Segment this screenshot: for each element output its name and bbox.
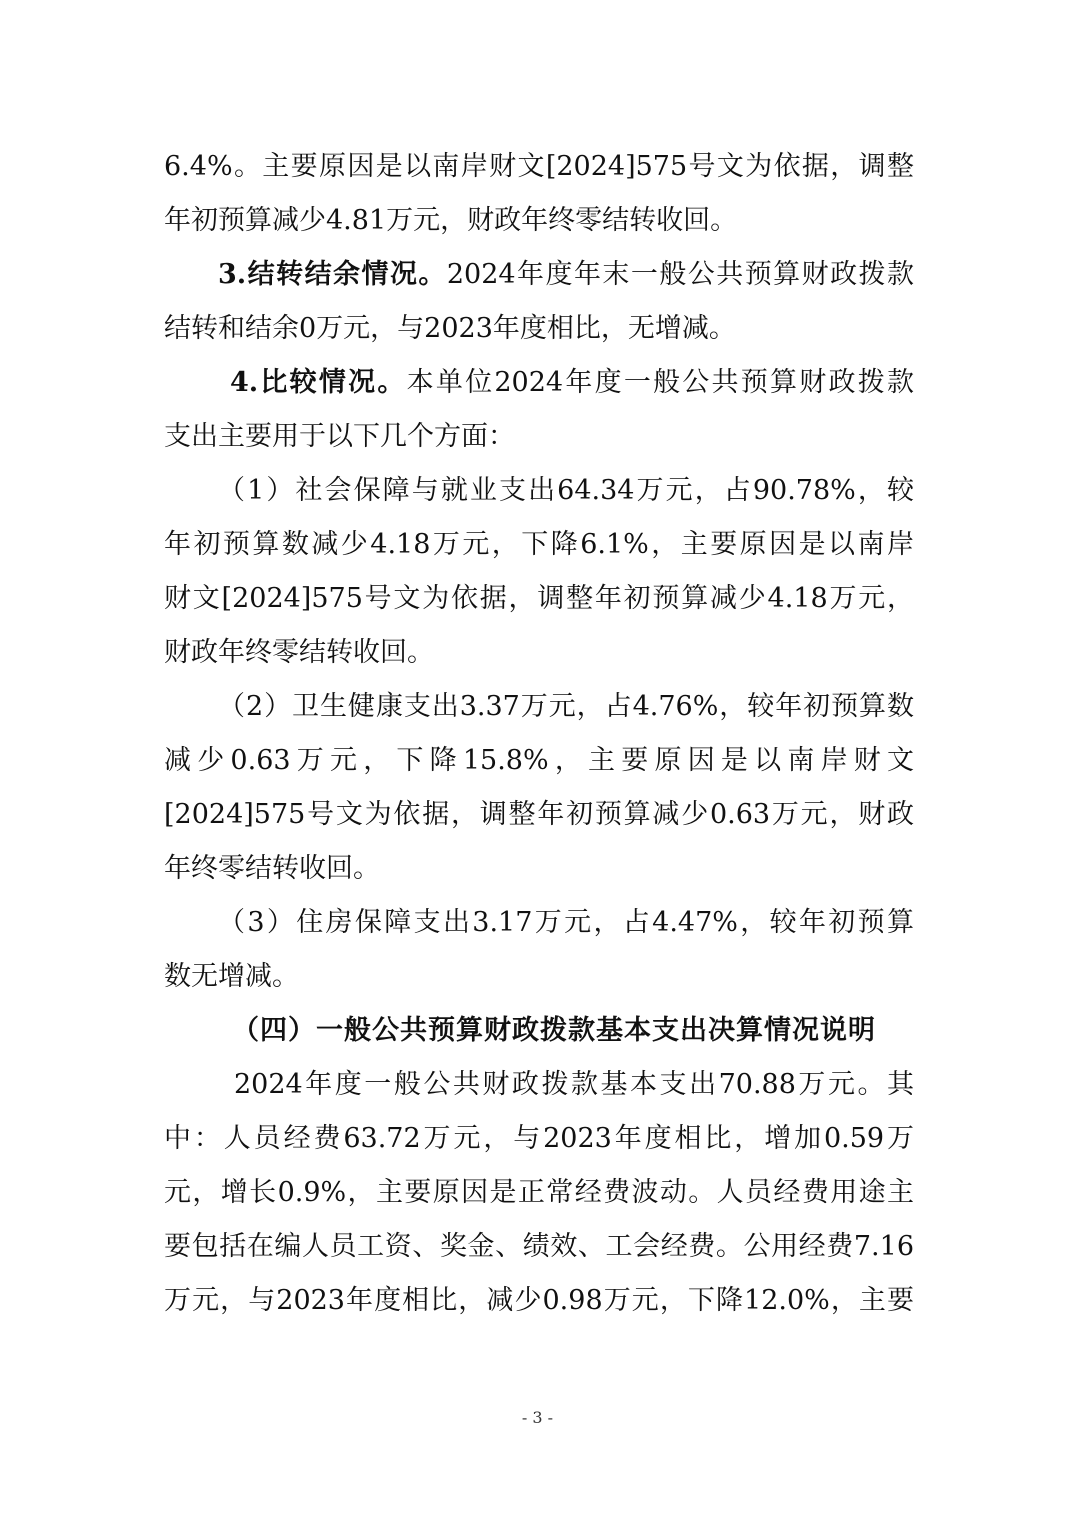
text-line: （1）社会保障与就业支出64.34万元，占90.78%，较 (218, 475, 914, 506)
text-line: 中：人员经费63.72万元，与2023年度相比，增加0.59万 (164, 1123, 914, 1154)
page-number: - 3 - (521, 1408, 554, 1427)
text-line: 减少0.63万元，下降15.8%，主要原因是以南岸财文 (164, 745, 914, 776)
text-line: 年初预算数减少4.18万元，下降6.1%，主要原因是以南岸 (164, 529, 914, 560)
text-line: 财政年终零结转收回。 (164, 637, 434, 668)
section-heading: 结转结余情况。 (246, 259, 447, 290)
document-body (164, 140, 914, 1328)
text-run: 本单位2024年度一般公共预算财政拨款 (406, 367, 914, 398)
section-number: 4. (230, 367, 259, 398)
text-line: 支出主要用于以下几个方面： (164, 421, 515, 452)
text-line: 年终零结转收回。 (164, 853, 380, 884)
paragraph-carryover (164, 248, 914, 302)
text-line: 2024年度一般公共财政拨款基本支出70.88万元。其 (234, 1069, 914, 1100)
section-heading: 比较情况。 (258, 367, 407, 398)
section-title: （四）一般公共预算财政拨款基本支出决算情况说明 (232, 1015, 876, 1046)
text-line: 6.4%。主要原因是以南岸财文[2024]575号文为依据，调整 (164, 151, 914, 182)
paragraph-comparison (164, 356, 914, 410)
text-line: 结转和结余0万元，与2023年度相比，无增减。 (164, 313, 736, 344)
text-run: 2024年度年末一般公共预算财政拨款 (446, 259, 914, 290)
text-line: 财文[2024]575号文为依据，调整年初预算减少4.18万元， (164, 583, 914, 614)
text-line: 元，增长0.9%，主要原因是正常经费波动。人员经费用途主 (164, 1177, 914, 1208)
text-line: （2）卫生健康支出3.37万元，占4.76%，较年初预算数 (218, 691, 914, 722)
text-line: 万元，与2023年度相比，减少0.98万元，下降12.0%，主要 (164, 1285, 914, 1316)
text-line: 年初预算减少4.81万元，财政年终零结转收回。 (164, 205, 738, 236)
text-line: 要包括在编人员工资、奖金、绩效、工会经费。公用经费7.16 (164, 1231, 914, 1262)
text-line: （3）住房保障支出3.17万元，占4.47%，较年初预算 (218, 907, 914, 938)
text-line: 数无增减。 (164, 961, 299, 992)
text-line: [2024]575号文为依据，调整年初预算减少0.63万元，财政 (164, 799, 914, 830)
section-number: 3. (218, 259, 247, 290)
